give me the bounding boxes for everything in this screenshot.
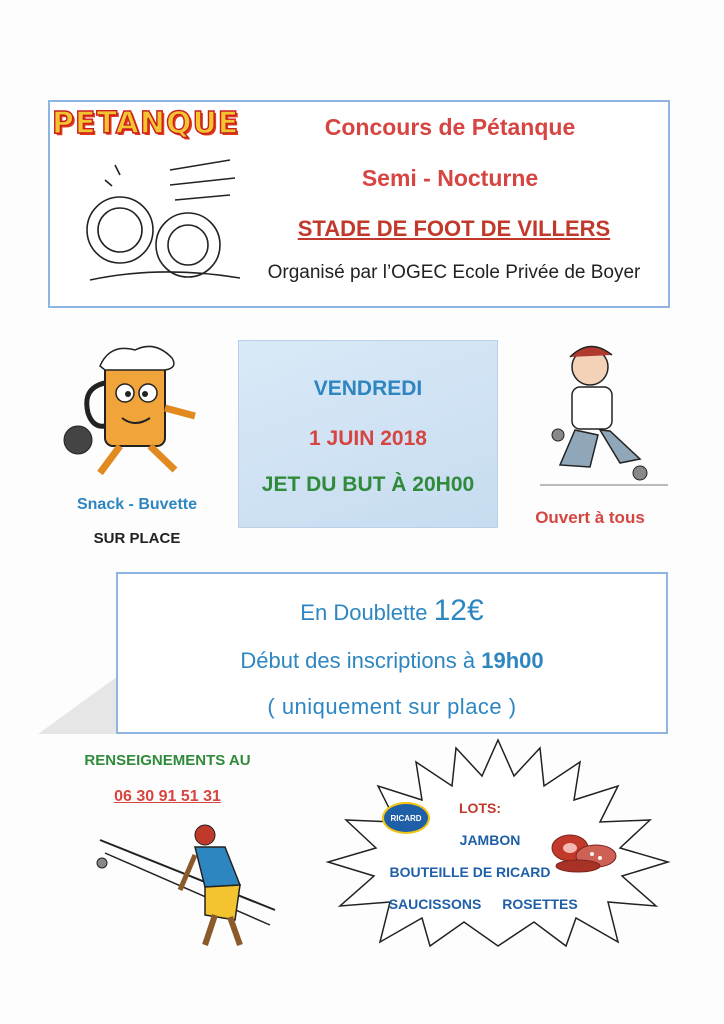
boules-illustration (70, 150, 245, 290)
event-date: 1 JUIN 2018 (309, 427, 427, 450)
charcuterie-icon (548, 826, 620, 876)
venue-title: STADE DE FOOT DE VILLERS (297, 216, 611, 241)
registration-start-label: Début des inscriptions à (240, 648, 476, 673)
registration-format-line (118, 594, 666, 628)
registration-start-line (118, 648, 666, 674)
open-to-all: Ouvert à tous (535, 508, 645, 527)
event-start: JET DU BUT À 20H00 (261, 473, 475, 496)
event-subtitle: Semi - Nocturne (361, 165, 539, 191)
contact-phone[interactable]: 06 30 91 51 31 (114, 788, 221, 805)
snack-sub-label: SUR PLACE (93, 530, 181, 547)
prizes-title: LOTS: (459, 800, 501, 816)
registration-price: 12€ (433, 594, 484, 627)
beer-mascot-illustration (60, 338, 210, 488)
prize-item: JAMBON (459, 832, 521, 848)
snack-label: Snack - Buvette (76, 496, 198, 513)
event-title: Concours de Pétanque (324, 114, 576, 140)
decorative-shadow (38, 676, 118, 734)
ricard-logo: RICARD (382, 802, 430, 834)
registration-format: En Doublette (300, 600, 428, 625)
registration-start-time: 19h00 (481, 648, 544, 673)
contact-label: RENSEIGNEMENTS AU (84, 752, 251, 769)
player-illustration (540, 335, 670, 495)
thrower-illustration (55, 815, 300, 950)
event-day: VENDREDI (313, 377, 423, 400)
prize-item: ROSETTES (502, 896, 578, 912)
registration-box (116, 572, 668, 734)
date-box (238, 340, 498, 528)
organizer-text: Organisé par l’OGEC Ecole Privée de Boyer (267, 262, 641, 283)
petanque-logo: PETANQUE (52, 106, 240, 141)
registration-note: ( uniquement sur place ) (267, 694, 517, 719)
prize-item: BOUTEILLE DE RICARD (389, 864, 551, 880)
prize-item: SAUCISSONS (388, 896, 482, 912)
